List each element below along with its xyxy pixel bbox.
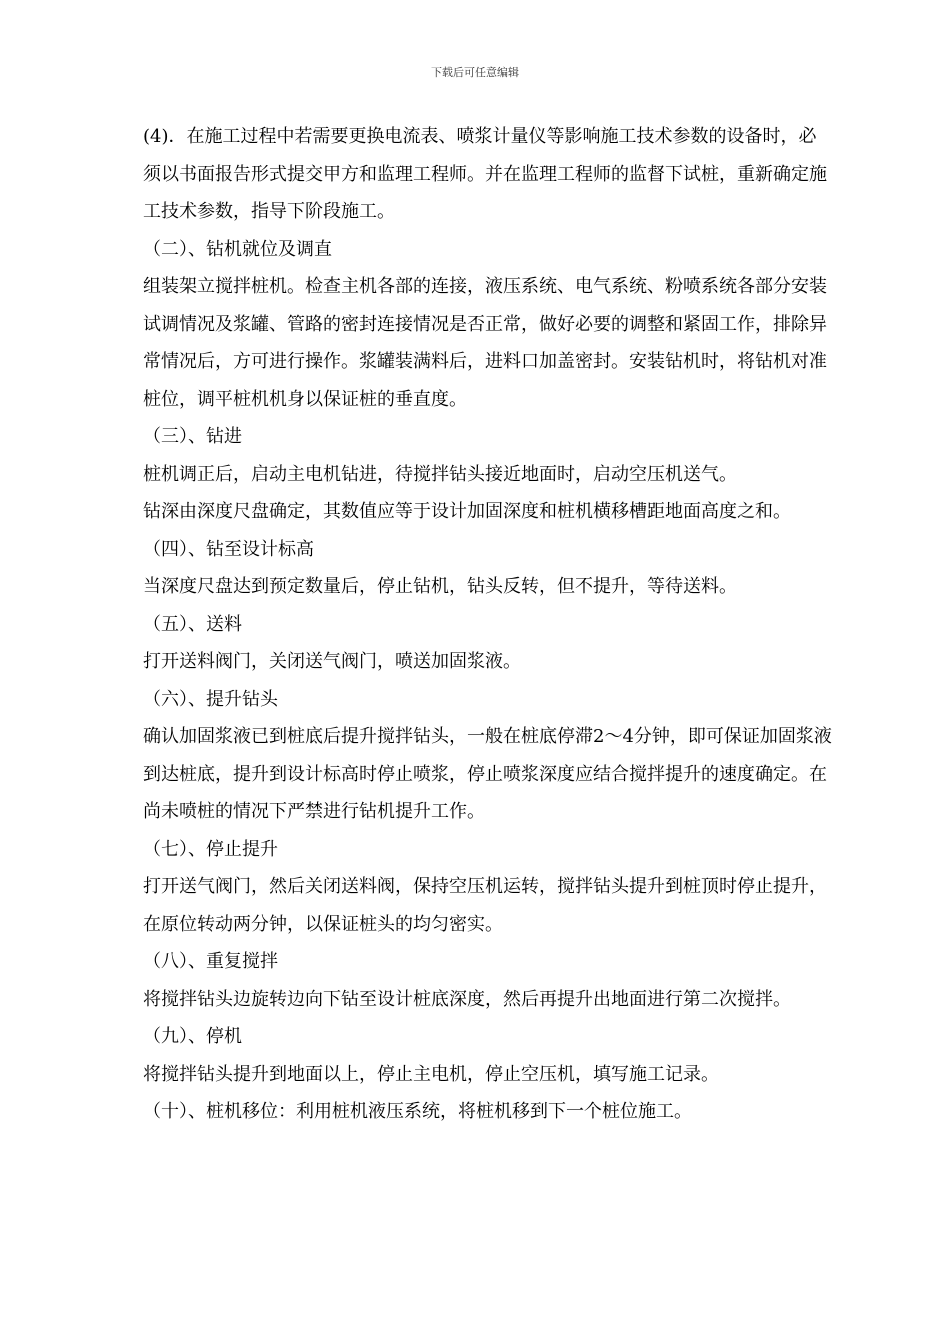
section-heading-6: （六）、提升钻头 xyxy=(143,688,278,710)
section-heading-4: （四）、钻至设计标高 xyxy=(143,538,314,560)
paragraph-lift-bit: 确认加固浆液已到桩底后提升搅拌钻头，一般在桩底停滞2～4分钟，即可保证加固浆液到达桩底，提升到设计标高时停止喷浆，停止喷浆深度应结合搅拌提升的速度确定。在尚未喷桩的情况下严禁进行钻机提升工作。 xyxy=(143,726,832,822)
section-heading-3: （三）、钻进 xyxy=(143,426,242,447)
paragraph-drilling-depth: 钻深由深度尺盘确定，其数值应等于设计加固深度和桩机横移槽距地面高度之和。 xyxy=(143,501,791,522)
page-header: 下载后可任意编辑 xyxy=(431,66,519,79)
section-heading-8: （八）、重复搅拌 xyxy=(143,951,278,972)
paragraph-repeat-mixing: 将搅拌钻头边旋转边向下钻至设计桩底深度，然后再提升出地面进行第二次搅拌。 xyxy=(143,988,791,1010)
paragraph-reach-depth: 当深度尺盘达到预定数量后，停止钻机，钻头反转，但不提升，等待送料。 xyxy=(143,576,737,597)
paragraph-assembly: 组装架立搅拌桩机。检查主机各部的连接，液压系统、电气系统、粉喷系统各部分安装试调情况及浆罐、管路的密封连接情况是否正常，做好必要的调整和紧固工作，排除异常情况后，方可进行操作。浆罐装满料后，进料口加盖密封。安装钻机时，将钻机对准桩位，调平桩机机身以保证桩的垂直度。 xyxy=(143,276,827,410)
paragraph-equipment-change: (4)．在施工过程中若需要更换电流表、喷浆计量仪等影响施工技术参数的设备时，必须以书面报告形式提交甲方和监理工程师。并在监理工程师的监督下试桩，重新确定施工技术参数，指导下阶段施工。 xyxy=(143,126,827,222)
paragraph-shutdown: 将搅拌钻头提升到地面以上，停止主电机，停止空压机，填写施工记录。 xyxy=(143,1063,719,1085)
section-heading-10: （十）、桩机移位：利用桩机液压系统，将桩机移到下一个桩位施工。 xyxy=(143,1101,692,1122)
section-heading-9: （九）、停机 xyxy=(143,1026,242,1047)
paragraph-stop-lift: 打开送气阀门，然后关闭送料阀，保持空压机运转，搅拌钻头提升到桩顶时停止提升，在原位转动两分钟，以保证桩头的均匀密实。 xyxy=(143,876,827,935)
section-heading-5: （五）、送料 xyxy=(143,613,242,635)
section-heading-2: （二）、钻机就位及调直 xyxy=(143,238,332,260)
section-heading-7: （七）、停止提升 xyxy=(143,838,278,860)
paragraph-drilling-start: 桩机调正后，启动主电机钻进，待搅拌钻头接近地面时，启动空压机送气。 xyxy=(143,463,737,485)
document-body xyxy=(143,118,833,1131)
paragraph-feed: 打开送料阀门，关闭送气阀门，喷送加固浆液。 xyxy=(143,651,521,672)
